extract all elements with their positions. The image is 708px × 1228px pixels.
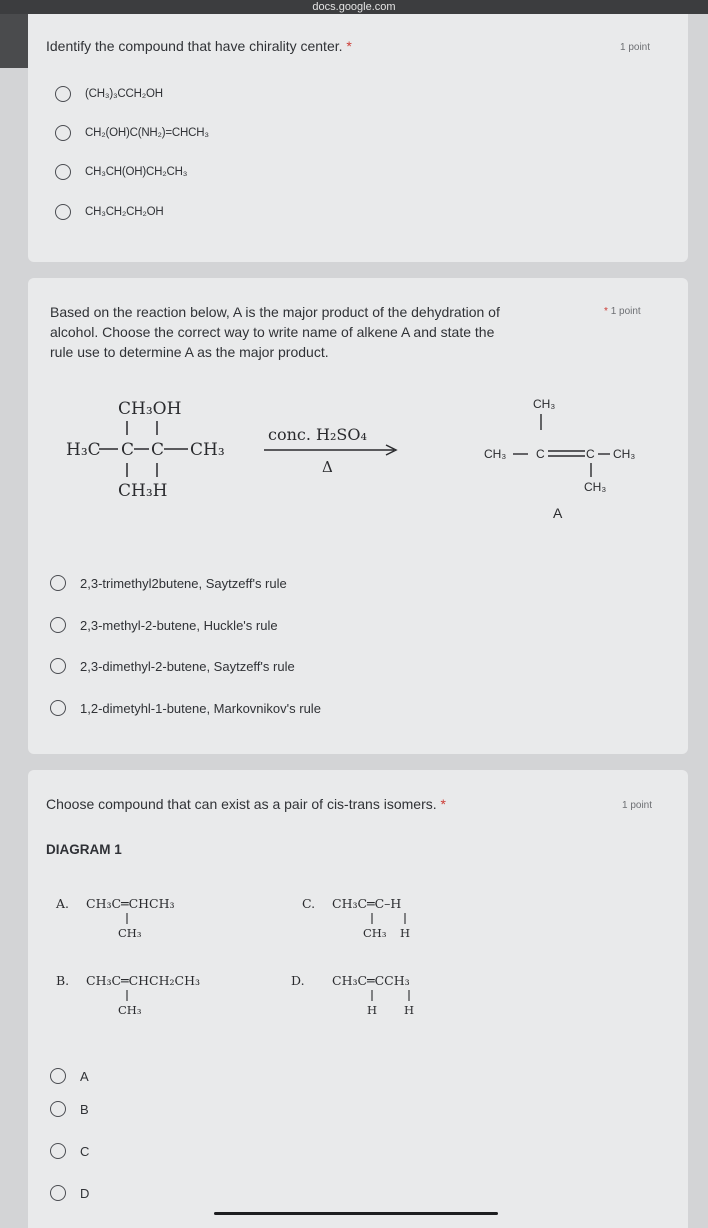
- radio-button[interactable]: [50, 575, 66, 591]
- points-label: 1 point: [622, 800, 653, 811]
- reactant-carbon-2: C: [151, 440, 165, 460]
- home-indicator[interactable]: [214, 1212, 498, 1215]
- points-label: [604, 306, 641, 317]
- question-title: [46, 794, 446, 814]
- option-3[interactable]: [55, 164, 187, 180]
- option-1[interactable]: [50, 575, 287, 591]
- radio-button[interactable]: [50, 1185, 66, 1201]
- condition-heat: Δ: [322, 458, 333, 476]
- radio-button[interactable]: [50, 1143, 66, 1159]
- radio-button[interactable]: [50, 700, 66, 716]
- question-title: [46, 36, 352, 56]
- radio-button[interactable]: [55, 164, 71, 180]
- compound-c-letter: C.: [302, 896, 316, 911]
- reactant-carbon-1: C: [121, 440, 135, 460]
- product-left-group: CH₃: [484, 447, 507, 461]
- reactant-right-group: CH₃: [190, 440, 225, 460]
- reactant-left-group: H₃C: [66, 440, 101, 460]
- option-label: (CH₃)₃CCH₂OH: [85, 88, 163, 100]
- question-text-line-2: alcohol. Choose the correct way to write name of alkene A and state the: [50, 324, 495, 340]
- radio-button[interactable]: [55, 86, 71, 102]
- option-4[interactable]: [55, 204, 164, 220]
- points-text: 1 point: [610, 306, 641, 317]
- compound-c-substituent-2: H: [400, 926, 411, 940]
- option-label: CH₂(OH)C(NH₂)=CHCH₃: [85, 127, 209, 139]
- reactant-top-groups: CH₃OH: [118, 399, 182, 419]
- compound-c-substituent-1: CH₃: [363, 926, 387, 940]
- option-label: 1,2-dimetyhl-1-butene, Markovnikov's rule: [80, 700, 321, 716]
- radio-button[interactable]: [55, 125, 71, 141]
- diagram-title: DIAGRAM 1: [46, 842, 122, 857]
- product-label: A: [553, 505, 563, 521]
- question-text-line-3: rule use to determine A as the major product.: [50, 344, 329, 360]
- option-b[interactable]: [50, 1101, 89, 1117]
- radio-button[interactable]: [50, 1068, 66, 1084]
- compound-d-formula: CH₃C═CCH₃: [332, 973, 410, 988]
- option-label: B: [80, 1101, 89, 1117]
- option-1[interactable]: [55, 86, 163, 102]
- question-text: Identify the compound that have chirality center.: [46, 38, 343, 54]
- reagent-label: conc. H₂SO₄: [268, 425, 367, 444]
- option-label: C: [80, 1143, 90, 1159]
- compound-c-formula: CH₃C═C–H: [332, 896, 402, 911]
- option-label: 2,3-dimethyl-2-butene, Saytzeff's rule: [80, 658, 295, 674]
- radio-button[interactable]: [50, 1101, 66, 1117]
- diagram-1: [28, 880, 688, 1080]
- option-label: CH₃CH₂CH₂OH: [85, 206, 164, 218]
- question-text: Choose compound that can exist as a pair of cis-trans isomers.: [46, 796, 437, 812]
- option-c[interactable]: [50, 1143, 89, 1159]
- option-label: CH₃CH(OH)CH₂CH₃: [85, 166, 188, 178]
- option-label: 2,3-trimethyl2butene, Saytzeff's rule: [80, 575, 287, 591]
- required-mark: *: [346, 38, 352, 54]
- radio-button[interactable]: [50, 658, 66, 674]
- option-2[interactable]: [55, 125, 209, 141]
- compound-d-substituent-2: H: [404, 1003, 415, 1017]
- radio-button[interactable]: [55, 204, 71, 220]
- reaction-scheme: [28, 378, 688, 558]
- option-label: 2,3-methyl-2-butene, Huckle's rule: [80, 617, 278, 633]
- compound-b-substituent: CH₃: [118, 1003, 142, 1017]
- compound-d-substituent-1: H: [367, 1003, 378, 1017]
- question-card-chirality: [28, 14, 688, 262]
- radio-button[interactable]: [50, 617, 66, 633]
- product-carbon-1: C: [536, 447, 545, 461]
- question-card-dehydration: [28, 278, 688, 754]
- points-label: 1 point: [620, 42, 651, 53]
- option-label: D: [80, 1185, 90, 1201]
- compound-b-letter: B.: [56, 973, 70, 988]
- product-bottom-group: CH₃: [584, 480, 607, 494]
- required-mark: *: [440, 796, 446, 812]
- compound-b-formula: CH₃C═CHCH₂CH₃: [86, 973, 200, 988]
- option-4[interactable]: [50, 700, 321, 716]
- option-2[interactable]: [50, 617, 278, 633]
- question-title: [50, 302, 610, 362]
- option-3[interactable]: [50, 658, 295, 674]
- option-d[interactable]: [50, 1185, 89, 1201]
- question-card-cis-trans: [28, 770, 688, 1228]
- question-text-line-1: Based on the reaction below, A is the major product of the dehydration of: [50, 304, 500, 320]
- compound-d-letter: D.: [291, 973, 305, 988]
- browser-bar: [0, 0, 708, 14]
- compound-a-letter: A.: [56, 896, 70, 911]
- option-a[interactable]: [50, 1068, 89, 1084]
- option-label: A: [80, 1068, 89, 1084]
- compound-a-formula: CH₃C═CHCH₃: [86, 896, 175, 911]
- product-right-group: CH₃: [613, 447, 636, 461]
- card-edge: [0, 14, 28, 68]
- product-top-group: CH₃: [533, 397, 556, 411]
- url-text[interactable]: docs.google.com: [312, 1, 396, 13]
- reactant-bottom-groups: CH₃H: [118, 481, 168, 501]
- compound-a-substituent: CH₃: [118, 926, 142, 940]
- required-mark: *: [604, 306, 608, 317]
- product-carbon-2: C: [586, 447, 595, 461]
